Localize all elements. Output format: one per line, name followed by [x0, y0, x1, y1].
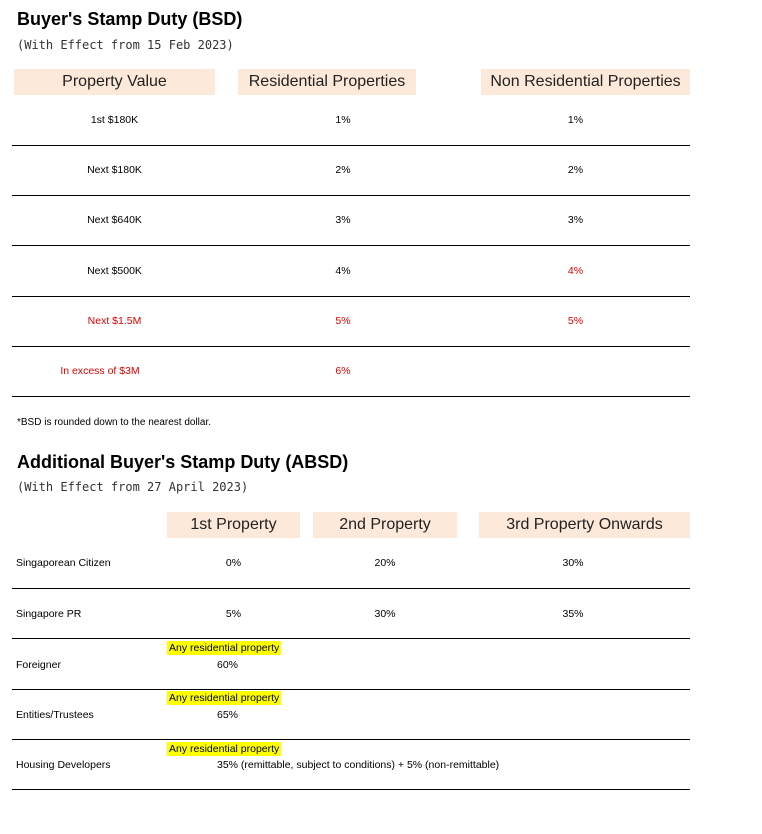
bsd-row-1-residential: 1%	[335, 114, 351, 126]
absd-row-divider	[12, 588, 690, 589]
bsd-row-5-non-residential: 5%	[567, 315, 584, 327]
absd-row-pr-first: 5%	[225, 608, 242, 620]
absd-row-citizen-second: 20%	[374, 557, 396, 569]
absd-row-entities-tag: Any residential property	[169, 692, 280, 704]
bsd-row-2-non-residential: 2%	[567, 164, 584, 176]
absd-row-foreigner-tag: Any residential property	[169, 642, 280, 654]
bsd-row-4-non-residential: 4%	[567, 265, 584, 277]
absd-row-foreigner-rate: 60%	[217, 659, 239, 671]
bsd-row-5-value: Next $1.5M	[87, 315, 142, 327]
absd-title: Additional Buyer's Stamp Duty (ABSD)	[17, 452, 349, 472]
absd-header-1st-property: 1st Property	[167, 512, 300, 538]
bsd-header-property-value: Property Value	[14, 69, 215, 95]
absd-header-2nd-property: 2nd Property	[313, 512, 457, 538]
absd-row-developers-rate: 35% (remittable, subject to conditions) + 5% (non-remittable)	[217, 759, 500, 771]
bsd-row-divider	[12, 296, 690, 297]
bsd-title: Buyer's Stamp Duty (BSD)	[17, 9, 243, 29]
bsd-row-divider	[12, 346, 690, 347]
absd-row-divider	[12, 789, 690, 790]
bsd-row-4-value: Next $500K	[87, 265, 142, 277]
absd-row-citizen-first: 0%	[225, 557, 242, 569]
bsd-note: *BSD is rounded down to the nearest dollar.	[17, 417, 212, 428]
bsd-header-residential: Residential Properties	[238, 69, 416, 95]
bsd-row-2-residential: 2%	[335, 164, 351, 176]
bsd-row-3-residential: 3%	[335, 214, 351, 226]
bsd-row-divider	[12, 145, 690, 146]
absd-row-pr-second: 30%	[374, 608, 396, 620]
absd-row-divider	[12, 739, 690, 740]
absd-row-foreigner-label: Foreigner	[16, 659, 61, 671]
absd-row-entities-rate: 65%	[217, 709, 239, 721]
bsd-row-1-value: 1st $180K	[90, 114, 139, 126]
bsd-row-6-residential: 6%	[335, 365, 351, 377]
absd-row-developers-tag: Any residential property	[169, 743, 280, 755]
absd-header-3rd-property-onwards: 3rd Property Onwards	[479, 512, 690, 538]
bsd-row-divider	[12, 195, 690, 196]
bsd-row-divider	[12, 245, 690, 246]
absd-row-divider	[12, 638, 690, 639]
absd-row-pr-third: 35%	[562, 608, 584, 620]
bsd-row-6-value: In excess of $3M	[60, 365, 140, 377]
bsd-row-3-non-residential: 3%	[567, 214, 584, 226]
bsd-row-3-value: Next $640K	[87, 214, 142, 226]
bsd-header-non-residential: Non Residential Properties	[481, 69, 690, 95]
bsd-row-4-residential: 4%	[335, 265, 351, 277]
absd-row-citizen-third: 30%	[562, 557, 584, 569]
absd-row-developers-label: Housing Developers	[16, 759, 111, 771]
bsd-row-divider	[12, 396, 690, 397]
bsd-row-5-residential: 5%	[335, 315, 351, 327]
bsd-row-2-value: Next $180K	[87, 164, 142, 176]
absd-row-pr-label: Singapore PR	[16, 608, 82, 620]
absd-subtitle: (With Effect from 27 April 2023)	[17, 480, 249, 494]
absd-row-divider	[12, 689, 690, 690]
absd-row-entities-label: Entities/Trustees	[16, 709, 94, 721]
bsd-subtitle: (With Effect from 15 Feb 2023)	[17, 38, 234, 52]
absd-row-citizen-label: Singaporean Citizen	[16, 557, 111, 569]
bsd-row-1-non-residential: 1%	[567, 114, 584, 126]
